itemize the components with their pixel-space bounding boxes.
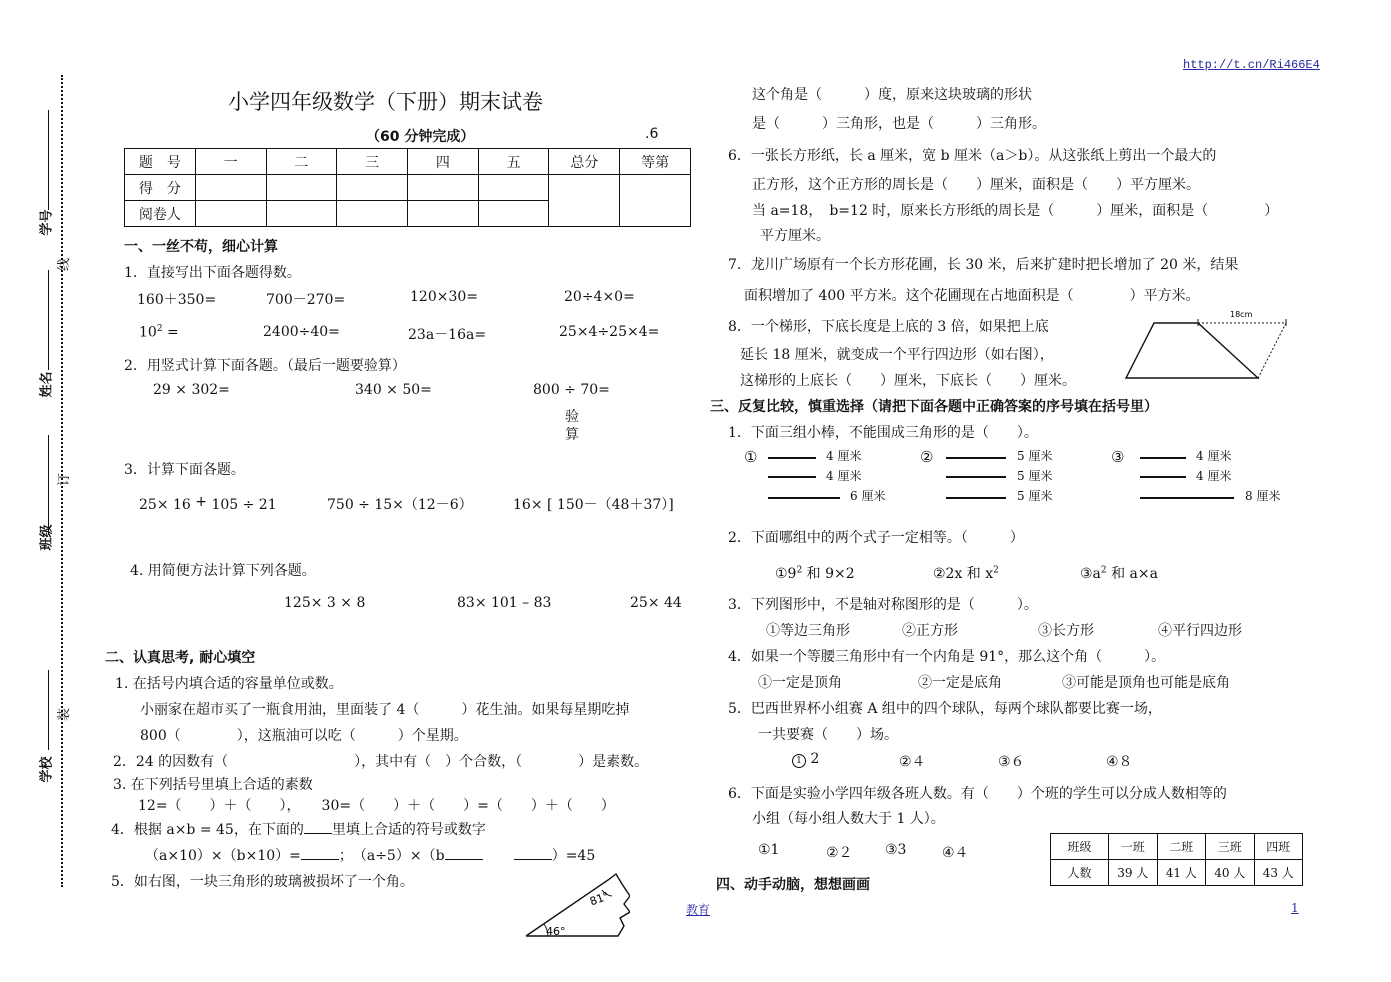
stick-label: 5 厘米 [1017, 469, 1053, 483]
score-header-cell: 二 [266, 149, 337, 175]
name-blank-line [48, 270, 49, 370]
sec1-q4: 4. 用简便方法计算下列各题。 [130, 563, 316, 579]
footer-link[interactable]: 教育 [686, 903, 711, 917]
sec2-line: 5．如右图，一块三角形的玻璃被损坏了一个角。 [111, 874, 414, 890]
right-line: 延长 18 厘米，就变成一个平行四边形（如右图）， [740, 347, 1054, 363]
calc-item: 750 ÷ 15×（12－6） [327, 497, 473, 513]
choice-option[interactable] [775, 563, 855, 583]
choice-exponent: 2 [796, 565, 803, 576]
stick-label: 5 厘米 [1017, 449, 1053, 463]
student-name-label: 姓名 [39, 371, 55, 398]
score-header-cell: 四 [408, 149, 479, 175]
stick-label: 4 厘米 [1196, 469, 1232, 483]
choice-option[interactable] [792, 751, 819, 768]
page-subtitle: （60 分钟完成） [366, 129, 475, 145]
sec3-q6: 6．下面是实验小学四年级各班人数。有（ ）个班的学生可以分成人数相等的 [728, 786, 1227, 802]
stick-5cm [946, 497, 1006, 499]
class-table-cell: 人数 [1051, 860, 1109, 886]
choice-option[interactable] [933, 563, 999, 583]
score-row-label: 得 分 [125, 175, 196, 201]
stick-4cm [1140, 476, 1186, 478]
calc-item: 16× [ 150－（48＋37）] [513, 497, 674, 513]
choice-option[interactable]: ②一定是底角 [918, 675, 1002, 691]
choice-option[interactable]: ②２ [826, 845, 853, 861]
score-cell[interactable] [195, 201, 266, 227]
stick-5cm [946, 476, 1006, 478]
calc-item [139, 494, 277, 513]
right-line: 是（ ）三角形，也是（ ）三角形。 [752, 116, 1046, 132]
verify-label: 验 [565, 409, 579, 425]
class-table-cell: 39 人 [1109, 860, 1158, 886]
stick-label: 4 厘米 [826, 449, 862, 463]
sec3-q3: 3．下列图形中，不是轴对称图形的是（ ）。 [728, 597, 1038, 613]
score-cell[interactable] [408, 201, 479, 227]
class-table-cell: 41 人 [1157, 860, 1206, 886]
name-blank-line [48, 670, 49, 750]
choice-text: 2 [810, 751, 820, 767]
page-subtitle-date: .6 [645, 126, 659, 142]
sec2-line: 12=（ ）＋（ ）， 30=（ ）＋（ ）=（ ）＋（ ） [138, 798, 615, 814]
sec2-line: 3. 在下列括号里填上合适的素数 [113, 777, 313, 793]
stick-label: 5 厘米 [1017, 489, 1053, 503]
sec3-q4: 4．如果一个等腰三角形中有一个内角是 91°，那么这个角（ ）。 [728, 649, 1166, 665]
choice-text: 和 a×a [1106, 566, 1158, 582]
calc-item: 20÷4×0= [564, 289, 635, 305]
calc-part: 105 ÷ 21 [207, 497, 277, 513]
verify-label: 算 [565, 427, 579, 443]
choice-option[interactable] [1080, 563, 1158, 583]
trapezoid-length-label: 18cm [1230, 310, 1253, 319]
stick-8cm [1140, 497, 1234, 499]
line-label: 线 [57, 257, 73, 272]
stick-4cm [1140, 457, 1186, 459]
total-score-cell[interactable] [549, 175, 620, 227]
calc-item: 23a－16a= [408, 327, 487, 343]
class-size-table [1050, 833, 1303, 886]
sec3-q2: 2．下面哪组中的两个式子一定相等。（ ） [728, 530, 1024, 546]
sec3-q5: 5．巴西世界杯小组赛 A 组中的四个球队，每两个球队都要比赛一场， [728, 701, 1162, 717]
calc-equals: = [162, 324, 179, 341]
plus-sign: + [195, 494, 207, 510]
right-line: 面积增加了 400 平方米。这个花圃现在占地面积是（ ）平方米。 [744, 288, 1200, 304]
calc-item: 2400÷40= [263, 324, 340, 340]
score-header-cell: 三 [337, 149, 408, 175]
score-cell[interactable] [478, 201, 549, 227]
right-line: 6．一张长方形纸，长 a 厘米，宽 b 厘米（a＞b）。从这张纸上剪出一个最大的 [728, 148, 1217, 164]
sec2-line: 800（ ），这瓶油可以吃（ ）个星期。 [140, 728, 468, 744]
choice-option[interactable]: ③可能是顶角也可能是底角 [1062, 675, 1230, 691]
choice-exponent: 2 [1100, 565, 1107, 576]
right-line: 平方厘米。 [760, 228, 830, 244]
choice-option[interactable]: ②正方形 [902, 623, 958, 639]
header-url-link[interactable]: http://t.cn/Ri466E4 [1183, 58, 1320, 72]
calc-item: 83× 101 – 83 [457, 595, 552, 611]
vertical-calc-item: 800 ÷ 70= [533, 382, 610, 398]
score-cell[interactable] [337, 201, 408, 227]
score-header-cell: 五 [478, 149, 549, 175]
choice-option[interactable]: ②４ [899, 754, 926, 770]
sec2-line: 小丽家在超市买了一瓶食用油，里面装了 4（ ）花生油。如果每星期吃掉 [140, 702, 630, 718]
section-3-heading: 三、反复比较，慎重选择（请把下面各题中正确答案的序号填在括号里） [710, 399, 1158, 415]
choice-option[interactable]: ③3 [885, 842, 907, 858]
sec2-line [111, 819, 486, 839]
choice-option[interactable]: ④４ [942, 845, 969, 861]
calc-item: 160＋350= [137, 292, 217, 308]
fill-blank[interactable] [304, 833, 332, 834]
score-table [124, 148, 691, 227]
score-cell[interactable] [266, 201, 337, 227]
score-cell[interactable] [195, 175, 266, 201]
score-header-cell: 题 号 [125, 149, 196, 175]
fill-blank[interactable] [514, 859, 552, 860]
score-cell[interactable] [337, 175, 408, 201]
right-line: 当 a=18， b=12 时，原来长方形纸的周长是（ ）厘米，面积是（ ） [752, 203, 1279, 219]
stick-label: 4 厘米 [826, 469, 862, 483]
sec2-line: 2．24 的因数有（ ），其中有（ ）个合数，（ ）是素数。 [113, 754, 649, 770]
fill-blank[interactable] [301, 859, 339, 860]
choice-option[interactable]: ④８ [1106, 754, 1133, 770]
score-header-cell: 总分 [549, 149, 620, 175]
sec2-line: 1. 在括号内填合适的容量单位或数。 [115, 676, 343, 692]
stick-group-mark: ③ [1111, 448, 1125, 466]
section-4-heading: 四、动手动脑，想想画画 [716, 877, 870, 893]
right-line: 这梯形的上底长（ ）厘米，下底长（ ）厘米。 [740, 373, 1076, 389]
stick-group-mark: ② [920, 448, 934, 466]
choice-text: ③a [1080, 566, 1101, 582]
class-table-header: 一班 [1109, 834, 1158, 860]
broken-triangle-figure [520, 868, 630, 940]
calc-item [139, 324, 179, 341]
calc-part: 25× 16 [139, 497, 191, 513]
choice-option[interactable]: ③长方形 [1038, 623, 1094, 639]
choice-option[interactable]: ③６ [998, 754, 1025, 770]
sec3-q1: 1．下面三组小棒，不能围成三角形的是（ ）。 [728, 425, 1038, 441]
vertical-calc-item: 29 × 302= [153, 382, 230, 398]
choice-option[interactable]: ①1 [758, 842, 780, 858]
score-cell[interactable] [408, 175, 479, 201]
sec2-text: 4．根据 a×b = 45，在下面的 [111, 822, 304, 838]
score-header-cell: 一 [195, 149, 266, 175]
page-number: 1 [1291, 901, 1299, 915]
score-cell[interactable] [478, 175, 549, 201]
class-table-header: 二班 [1157, 834, 1206, 860]
ding-label: 订 [57, 472, 73, 487]
stick-label: 4 厘米 [1196, 449, 1232, 463]
choice-text: ②2x 和 x [933, 566, 994, 582]
sec2-text: 里填上合适的符号或数字 [331, 822, 486, 838]
fill-blank[interactable] [445, 859, 483, 860]
vertical-calc-item: 340 × 50= [355, 382, 432, 398]
right-line: 这个角是（ ）度，原来这块玻璃的形状 [752, 87, 1032, 103]
right-line: 7．龙川广场原有一个长方形花圃，长 30 米，后来扩建时把长增加了 20 米，结果 [728, 257, 1239, 273]
angle-46-label: 46° [546, 925, 566, 938]
class-label: 班级 [39, 524, 55, 551]
grade-cell[interactable] [620, 175, 691, 227]
calc-item: 125× 3 × 8 [284, 595, 366, 611]
stick-4cm [768, 476, 816, 478]
stick-6cm [768, 497, 840, 499]
class-table-cell: 43 人 [1254, 860, 1303, 886]
choice-option[interactable]: ①一定是顶角 [758, 675, 842, 691]
calc-item: 25×4÷25×4= [559, 324, 660, 340]
calc-item: 120×30= [410, 289, 478, 305]
school-label: 学校 [39, 756, 55, 783]
class-table-cell: 40 人 [1206, 860, 1255, 886]
calc-base: 10 [139, 324, 157, 341]
sec1-q1: 1．直接写出下面各题得数。 [124, 265, 301, 281]
section-1-heading: 一、一丝不苟，细心计算 [124, 239, 278, 255]
section-2-heading: 二、认真思考, 耐心填空 [105, 650, 256, 666]
calc-exponent: 2 [156, 324, 163, 334]
choice-option[interactable]: ④平行四边形 [1158, 623, 1242, 639]
student-number-label: 学号 [39, 209, 55, 236]
stick-4cm [768, 457, 816, 459]
sec2-text: （a×10）×（b×10）= [145, 848, 301, 864]
choice-exponent: 2 [993, 565, 999, 576]
stick-group-mark: ① [744, 448, 758, 466]
sec1-q3: 3．计算下面各题。 [124, 462, 245, 478]
class-table-header: 四班 [1254, 834, 1303, 860]
calc-item: 700－270= [266, 292, 346, 308]
choice-text: ①9 [775, 566, 797, 582]
zhuang-label: 装 [57, 707, 73, 722]
circled-number: 1 [792, 754, 806, 768]
sec2-line [145, 845, 595, 865]
class-table-header: 班级 [1051, 834, 1109, 860]
stick-label: 6 厘米 [850, 489, 886, 503]
right-line: 正方形，这个正方形的周长是（ ）厘米，面积是（ ）平方厘米。 [752, 177, 1200, 193]
stick-label: 8 厘米 [1245, 489, 1281, 503]
score-header-cell: 等第 [620, 149, 691, 175]
name-blank-line [48, 110, 49, 210]
sec3-q5-line2: 一共要赛（ ）场。 [758, 727, 898, 743]
calc-item: 25× 44 [630, 595, 682, 611]
right-line: 8．一个梯形，下底长度是上底的 3 倍，如果把上底 [728, 319, 1049, 335]
stick-5cm [946, 457, 1006, 459]
score-row-label: 阅卷人 [125, 201, 196, 227]
sec1-q2: 2．用竖式计算下面各题。（最后一题要验算） [124, 358, 406, 374]
trapezoid-figure [1120, 306, 1300, 382]
choice-text: 和 9×2 [802, 566, 855, 582]
score-cell[interactable] [266, 175, 337, 201]
choice-option[interactable]: ①等边三角形 [766, 623, 850, 639]
name-blank-line [48, 435, 49, 535]
page-title: 小学四年级数学（下册）期末试卷 [228, 90, 543, 114]
sec2-text: ； （a÷5）×（b [338, 848, 445, 864]
angle-81-label: 81° [588, 889, 611, 909]
sec3-q6-line2: 小组（每小组人数大于 1 人）。 [752, 811, 945, 827]
sec2-text: ）=45 [551, 848, 596, 864]
class-table-header: 三班 [1206, 834, 1255, 860]
